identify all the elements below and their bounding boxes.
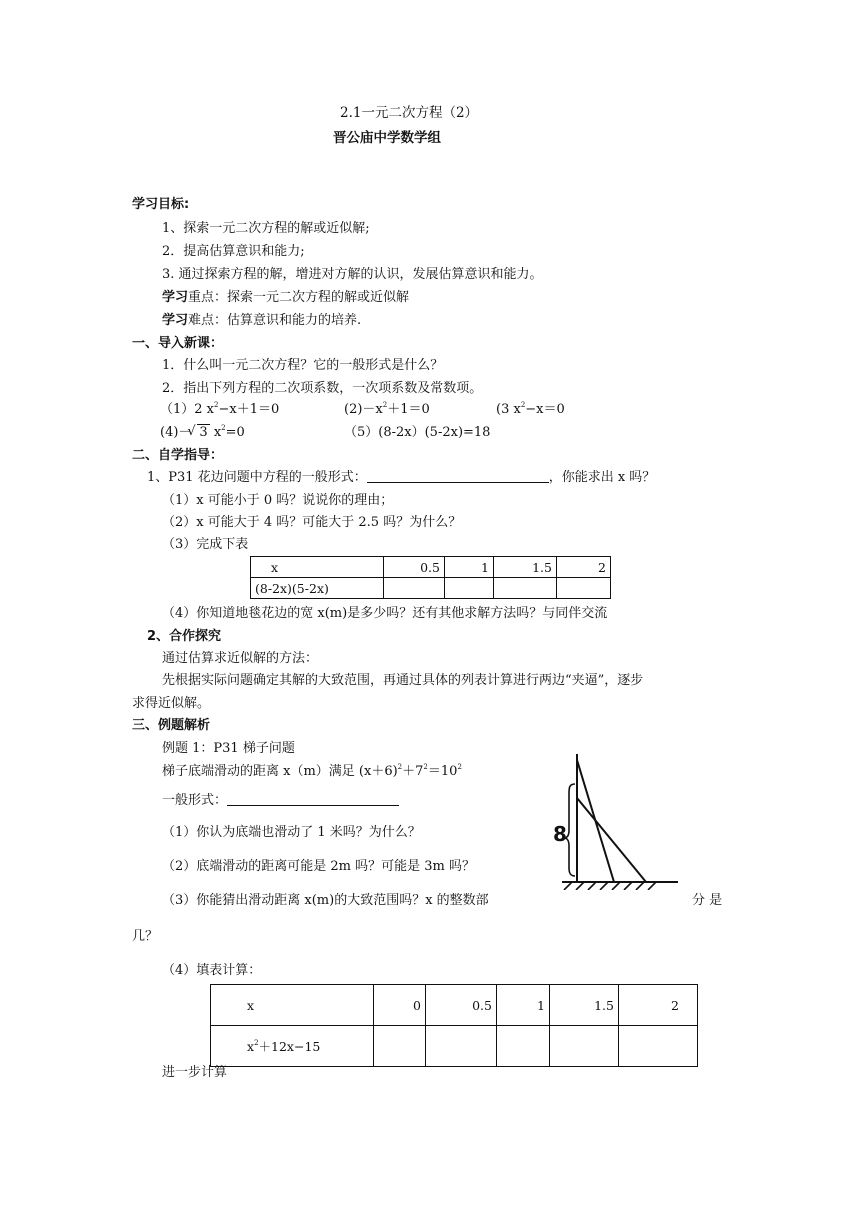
paragraph: 通过估算求近似解的方法： <box>162 651 319 666</box>
table-cell: x <box>251 557 384 578</box>
table-cell: 2 <box>619 985 698 1026</box>
equation-1: （1）2 $x^2-x+1=0$ <box>160 401 280 417</box>
goals-heading: 学习目标: <box>132 197 190 212</box>
example-title: 例题 1：P31 梯子问题 <box>162 741 295 756</box>
goal-item: 1、探索一元二次方程的解或近似解; <box>162 221 370 236</box>
key-point: 学习重点：探索一元二次方程的解或近似解 <box>162 290 410 305</box>
table-cell: 1 <box>497 985 550 1026</box>
ladder-height-label: 8 <box>553 822 567 846</box>
equation-5: （5）(8-2x）(5-2x)=18 <box>344 425 491 440</box>
section-heading: 二、自学指导： <box>132 448 224 463</box>
answer-cell[interactable] <box>557 578 611 599</box>
table-row <box>251 578 611 599</box>
table-cell: 2 <box>557 557 611 578</box>
table-cell: (8-2x)(5-2x) <box>251 578 384 599</box>
sub-question-continued: 分 是 <box>692 893 723 908</box>
sub-question-continued: 几？ <box>132 929 159 944</box>
difficulty-point: 学习难点：估算意识和能力的培养. <box>162 313 362 328</box>
table-cell: 0.5 <box>426 985 497 1026</box>
subsection-heading: 2、合作探究 <box>147 629 222 644</box>
equation-4: (4)－√ 3 $x^2=0$ <box>160 424 245 442</box>
general-form-line: 一般形式： <box>162 792 399 810</box>
answer-cell[interactable] <box>374 1026 426 1067</box>
equation-2: $(2)-x^2+1=0$ <box>344 401 430 417</box>
answer-cell[interactable] <box>426 1026 497 1067</box>
ladder-diagram <box>550 748 680 890</box>
answer-cell[interactable] <box>497 1026 550 1067</box>
question: 1．什么叫一元二次方程？它的一般形式是什么？ <box>162 358 444 373</box>
answer-blank[interactable] <box>367 482 549 483</box>
table-cell: 0.5 <box>384 557 445 578</box>
goal-item: 3. 通过探索方程的解，增进对方解的认识，发展估算意识和能力。 <box>162 267 543 282</box>
table-row <box>251 557 611 578</box>
goal-item: 2．提高估算意识和能力; <box>162 244 305 259</box>
answer-cell[interactable] <box>619 1026 698 1067</box>
sub-question: （3）完成下表 <box>162 537 249 552</box>
table-cell: 1 <box>445 557 494 578</box>
answer-blank[interactable] <box>227 805 399 806</box>
table-row <box>211 985 698 1026</box>
question: 2．指出下列方程的二次项系数，一次项系数及常数项。 <box>162 381 483 396</box>
paragraph: 1、P31 花边问题中方程的一般形式： ，你能求出 x 吗？ <box>147 470 656 485</box>
answer-cell[interactable] <box>494 578 557 599</box>
sub-question: （3）你能猜出滑动距离 x(m)的大致范围吗？x 的整数部 <box>162 893 489 908</box>
section-heading: 一、导入新课： <box>132 336 224 351</box>
example-description: 梯子底端滑动的距离 x（m）满足 $(x+6)^2+7^2=10^2$ <box>162 763 462 779</box>
table-cell: 0 <box>374 985 426 1026</box>
paragraph: 求得近似解。 <box>132 696 211 711</box>
table-cell: 1.5 <box>494 557 557 578</box>
equation-3: (3 $x^2-x=0$ <box>496 401 565 417</box>
fill-table-2 <box>210 984 698 1067</box>
answer-cell[interactable] <box>445 578 494 599</box>
sub-question: （4）填表计算： <box>162 963 262 978</box>
sub-question: （1）x 可能小于 0 吗？说说你的理由； <box>162 493 394 508</box>
page-title: 2.1一元二次方程（2） <box>340 105 479 121</box>
paragraph: 先根据实际问题确定其解的大致范围，再通过具体的列表计算进行两边“夹逼”，逐步 <box>162 673 644 688</box>
sub-question: （2）x 可能大于 4 吗？可能大于 2.5 吗？为什么？ <box>162 515 462 530</box>
sub-question: （1）你认为底端也滑动了 1 米吗？为什么？ <box>162 825 421 840</box>
answer-cell[interactable] <box>384 578 445 599</box>
section-heading: 三、例题解析 <box>132 718 211 733</box>
sub-question: （2）底端滑动的距离可能是 2m 吗？可能是 3m 吗？ <box>162 859 475 874</box>
table-cell: $x^2+12x-15$ <box>211 1026 374 1067</box>
table-row <box>211 1026 698 1067</box>
table-cell: 1.5 <box>550 985 619 1026</box>
answer-cell[interactable] <box>550 1026 619 1067</box>
page-subtitle: 晋公庙中学数学组 <box>333 130 441 146</box>
sub-question: （4）你知道地毯花边的宽 x(m)是多少吗？还有其他求解方法吗？与同伴交流 <box>162 606 608 621</box>
table-cell: x <box>211 985 374 1026</box>
paragraph: 进一步计算 <box>162 1065 228 1080</box>
fill-table-1 <box>250 556 611 599</box>
